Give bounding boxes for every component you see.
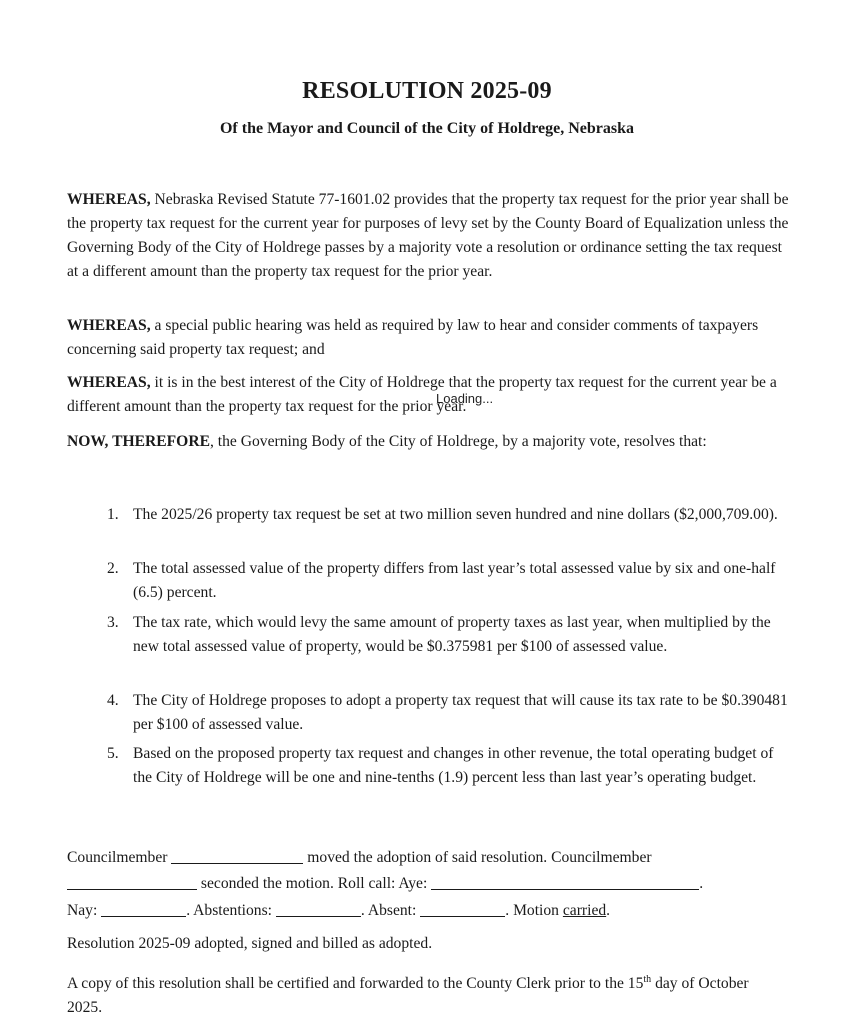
motion-end: . [606,902,611,919]
list-item-text: The total assessed value of the property differs from last year’s total assessed value by six and one-half (6.5) percent. [133,560,776,601]
list-item-text: The 2025/26 property tax request be set at two million seven hundred and nine dollars ($2,000,709.00). [133,506,778,523]
page-subtitle: Of the Mayor and Council of the City of Holdrege, Nebraska [219,120,635,137]
whereas-text: Nebraska Revised Statute 77-1601.02 provides that the property tax request for the prior year shall be the property tax request for the current year for purposes of levy set by the County Board of Equalization unless the Governing Body of the City of Holdrege passes by a majority vote a resolution or ordinance setting the tax request at a different amount than the property tax request for the prior year. [67,191,789,280]
list-item-number: 4. [107,692,119,709]
copy-text: A copy of this resolution shall be certified and forwarded to the County Clerk prior to the 15 [67,975,644,993]
moved-text: moved the adoption of said resolution. Councilmember [307,849,652,866]
list-item-number: 3. [107,614,119,631]
list-item-number: 5. [107,745,119,762]
councilmember-label: Councilmember [67,849,168,866]
seconder-name-blank[interactable] [67,873,197,890]
whereas-text: it is in the best interest of the City of Holdrege that the property tax request for the current year be a different amount than the property tax request for the prior year. [67,374,777,415]
abstentions-label: . Abstentions: [186,902,272,919]
motion-line-2 [67,872,703,896]
list-item-text: The tax rate, which would levy the same amount of property taxes as last year, when multiplied by the new total assessed value of property, would be $0.375981 per $100 of assessed value. [133,614,771,655]
whereas-lead: WHEREAS, [67,374,151,391]
seconded-text: seconded the motion. Roll call: Aye: [200,875,428,892]
whereas-lead: WHEREAS, [67,317,151,334]
motion-label: . Motion [505,902,559,919]
nay-votes-blank[interactable] [101,900,186,917]
list-item-text: The City of Holdrege proposes to adopt a property tax request that will cause its tax rate to be $0.390481 per $100 of assessed value. [133,692,788,733]
now-therefore-text: , the Governing Body of the City of Holdrege, by a majority vote, resolves that: [209,433,707,450]
period-text: . [699,875,704,892]
aye-votes-blank[interactable] [431,873,699,890]
mover-name-blank[interactable] [171,847,303,864]
loading-indicator: Loading... [436,391,494,406]
now-therefore-paragraph [67,430,789,454]
motion-result: carried [562,902,607,919]
whereas-paragraph-2 [67,314,789,362]
ordinal-suffix: th [643,974,652,985]
copy-statement [67,968,785,1020]
absent-label: . Absent: [360,902,417,919]
whereas-paragraph-3 [67,371,789,419]
page-title: RESOLUTION 2025-09 [302,78,552,104]
now-therefore-lead: NOW, THEREFORE [67,433,210,450]
whereas-text: a special public hearing was held as required by law to hear and consider comments of taxpayers concerning said property tax request; and [67,317,759,358]
motion-line-3 [67,899,610,923]
list-item-number: 2. [107,560,119,577]
list-item-number: 1. [107,506,119,523]
list-item-text: Based on the proposed property tax request and changes in other revenue, the total operating budget of the City of Holdrege will be one and nine-tenths (1.9) percent less than last year’s operating budget. [133,745,774,786]
abstentions-blank[interactable] [276,900,361,917]
copy-text-end: day of October 2025. [67,975,749,1017]
motion-line-1 [67,846,652,870]
absent-blank[interactable] [420,900,505,917]
adopted-statement: Resolution 2025-09 adopted, signed and billed as adopted. [67,935,433,952]
nay-label: Nay: [67,902,98,919]
whereas-lead: WHEREAS, [67,191,151,208]
whereas-paragraph-1 [67,188,789,284]
